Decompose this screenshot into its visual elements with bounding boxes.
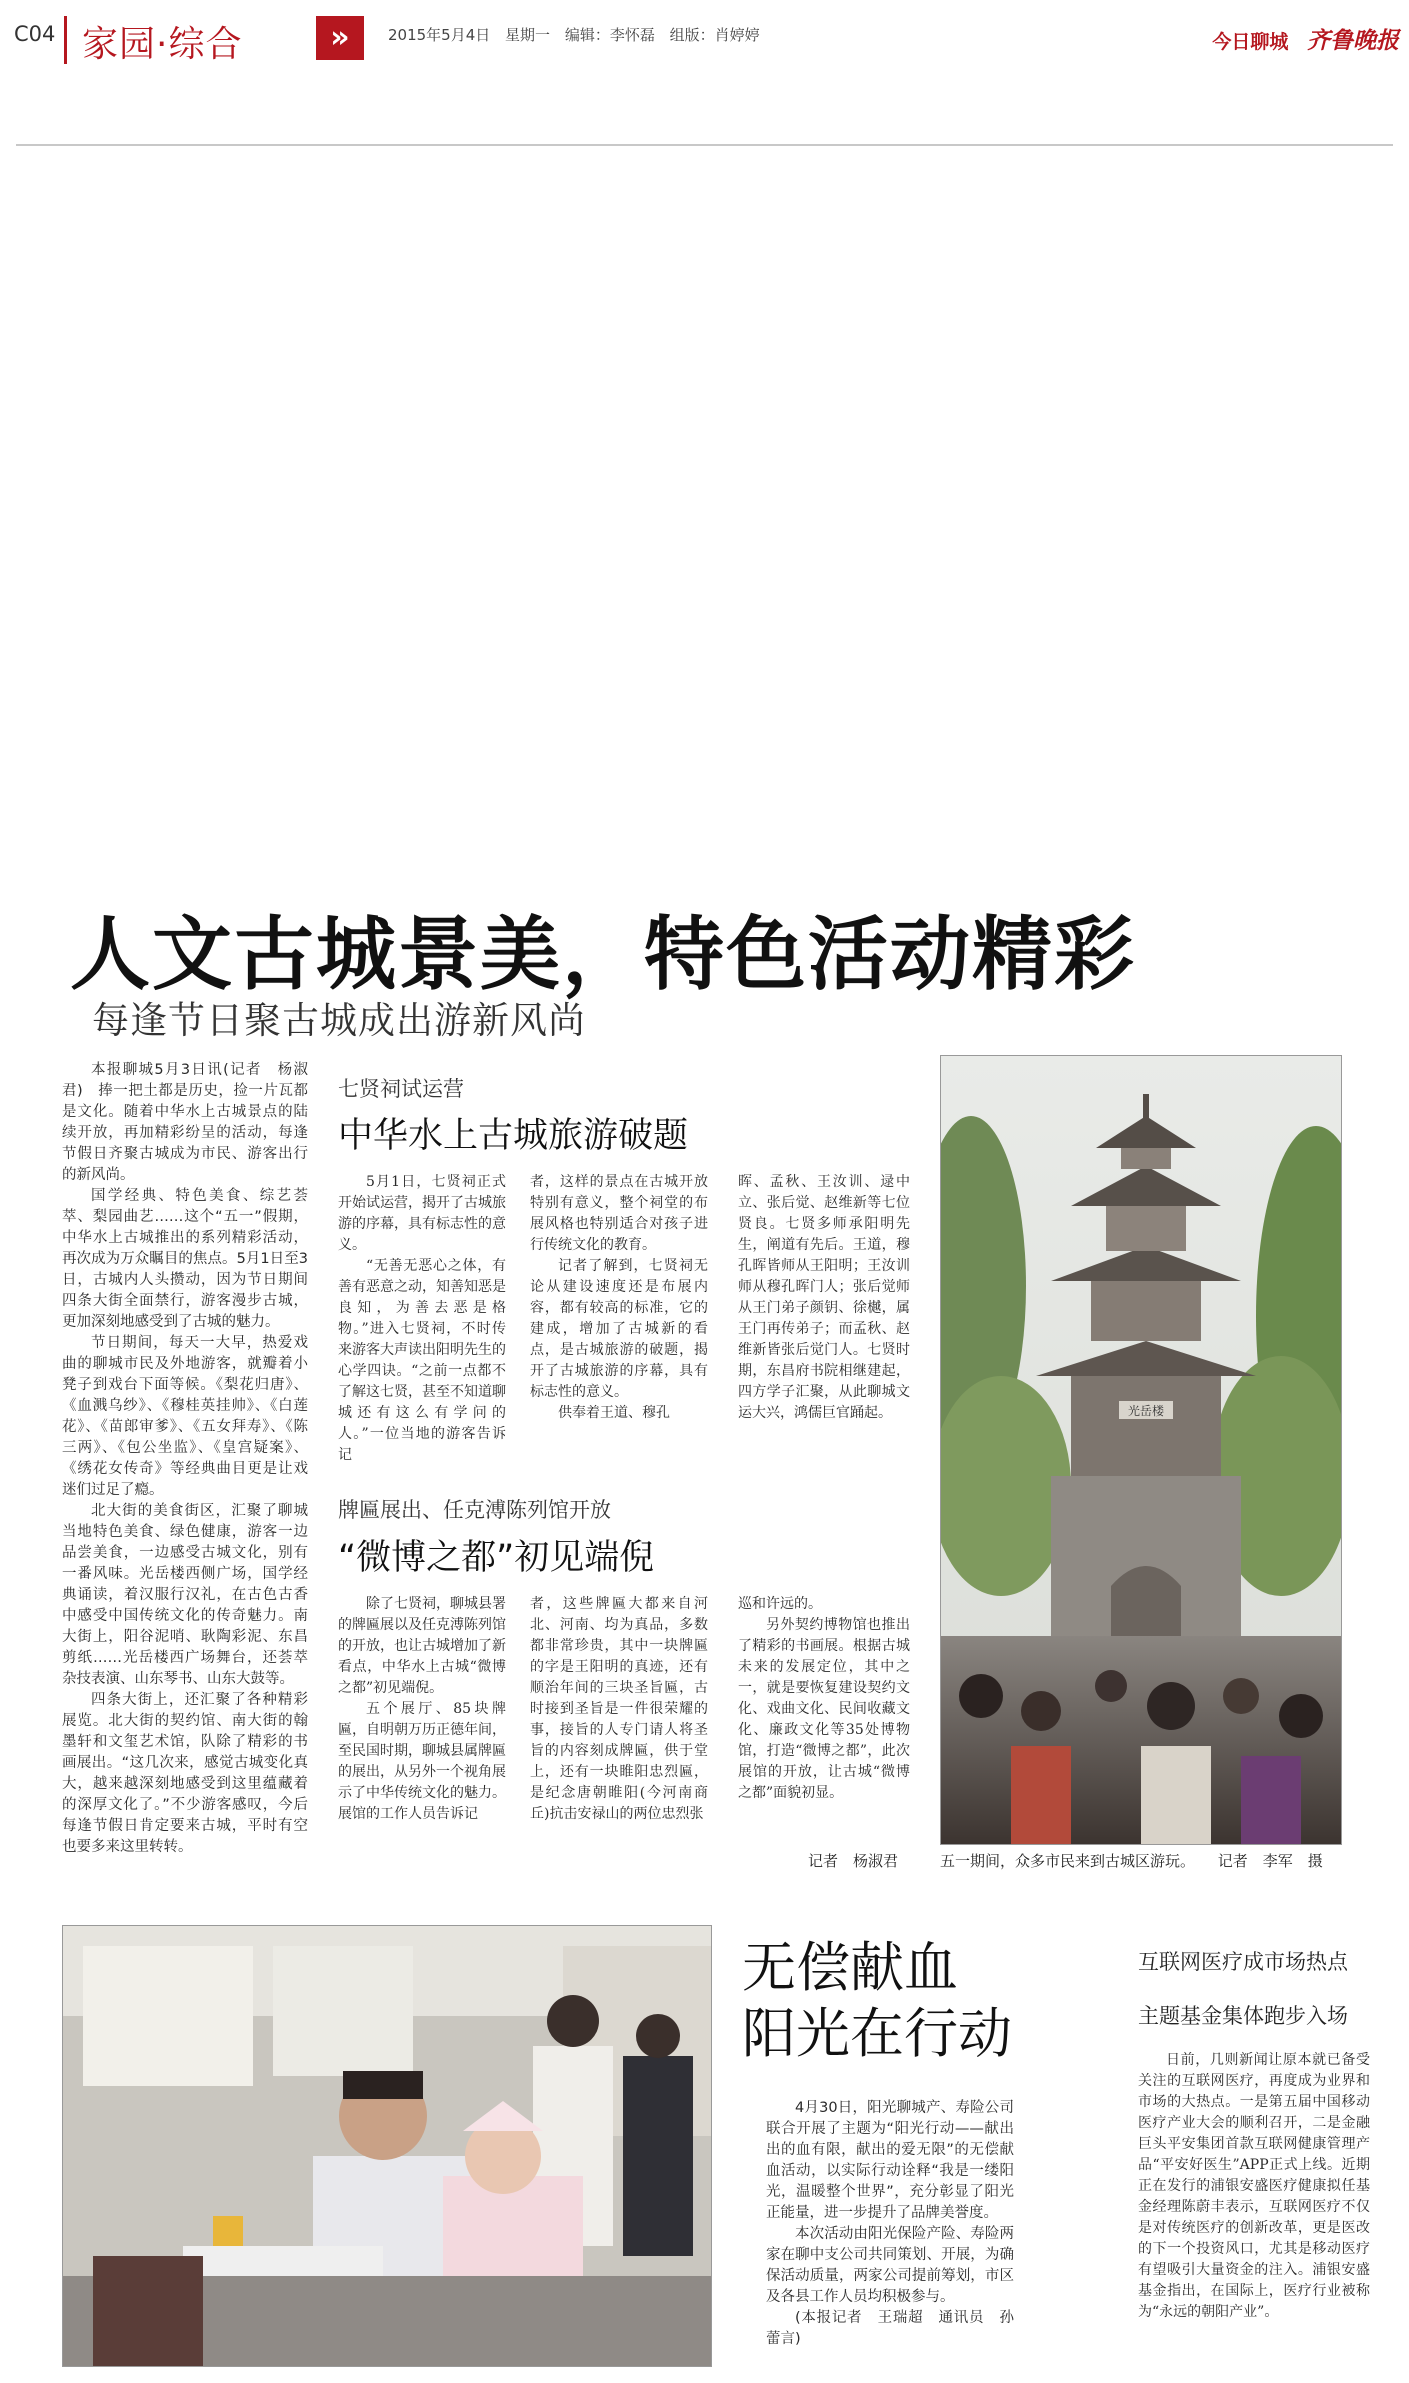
sub1-column-2 xyxy=(530,1172,708,1424)
sub2-kicker: 牌匾展出、任克溥陈列馆开放 xyxy=(338,1498,611,1522)
main-headline: 人文古城景美，特色活动精彩 xyxy=(70,908,1136,1001)
sub1-paragraph: 记者了解到，七贤祠无论从建设速度还是布展内容，都有较高的标准，它的建成，增加了古城新的看点，是古城旅游的破题，揭开了古城旅游的序幕，具有标志性的意义。 xyxy=(530,1258,708,1400)
photo1-caption-text: 五一期间，众多市民来到古城区游玩。 xyxy=(940,1852,1196,1870)
sub2-paragraph: 五个展厅、85块牌匾，自明朝万历正德年间，至民国时期，聊城县属牌匾的展出，从另外一个视角展示了中华传统文化的魅力。展馆的工作人员告诉记 xyxy=(338,1701,506,1822)
sub1-column-3 xyxy=(738,1172,910,1424)
sub1-paragraph: 供奉着王道、穆孔 xyxy=(558,1405,670,1421)
sub2-column-3 xyxy=(738,1594,910,1804)
blood-headline xyxy=(742,1935,1012,2067)
brand-sub: 今日聊城 xyxy=(1212,31,1289,53)
section-title: 家园·综合 xyxy=(82,24,243,65)
sub1-headline: 中华水上古城旅游破题 xyxy=(338,1116,689,1156)
lead-paragraph: 本报聊城5月3日讯(记者 杨淑君) 捧一把土都是历史，捡一片瓦都是文化。随着中华水上古城景点的陆续开放，再加精彩纷呈的活动，每逢节假日齐聚古城成为市民、游客出行的新风尚。 xyxy=(62,1062,308,1183)
photo-gulou-tower xyxy=(940,1055,1342,1845)
tower-crowd-illustration xyxy=(941,1056,1341,1844)
lead-paragraph: 北大街的美食街区，汇聚了聊城当地特色美食、绿色健康，游客一边品尝美食，一边感受古城文化，别有一番风味。光岳楼西侧广场，国学经典诵读，着汉服行汉礼，在古色古香中感受中国传统文化的传奇魅力。南大街上，阳谷泥哨、耿陶彩泥、东昌剪纸……光岳楼西广场舞台，还荟萃杂技表演、山东琴书、山东大鼓等。 xyxy=(62,1503,308,1687)
photo1-caption xyxy=(940,1850,1323,1871)
blood-headline-line-1: 无偿献血 xyxy=(742,1936,958,1999)
blood-donation-illustration xyxy=(63,1926,711,2366)
editor-credit: 编辑：李怀磊 xyxy=(564,26,655,44)
blood-headline-line-2: 阳光在行动 xyxy=(742,2002,1012,2065)
sub2-byline: 记者 杨淑君 xyxy=(808,1852,899,1870)
lead-column xyxy=(62,1060,308,1858)
sub2-paragraph: 巡和许远的。 xyxy=(738,1596,822,1612)
masthead-brand xyxy=(1200,22,1399,55)
sub2-paragraph: 除了七贤祠，聊城县署的牌匾展以及任克溥陈列馆的开放，也让古城增加了新看点，中华水上古城“微博之都”初见端倪。 xyxy=(338,1596,506,1696)
tower-plaque-text: 光岳楼 xyxy=(1127,1404,1165,1418)
sub2-headline: “微博之都”初见端倪 xyxy=(338,1538,655,1578)
sub2-paragraph: 者，这些牌匾大都来自河北、河南、均为真品，多数都非常珍贵，其中一块牌匾的字是王阳明的真迹，还有顺治年间的三块圣旨匾，古时接到圣旨是一件很荣耀的事，接旨的人专门请人将圣旨的内容刻成牌匾，供于堂上，还有一块睢阳忠烈匾，是纪念唐朝睢阳(今河南商丘)抗击安禄山的两位忠烈张 xyxy=(530,1596,708,1822)
photo1-credit: 记者 李军 摄 xyxy=(1217,1852,1323,1870)
blood-paragraph: (本报记者 王瑞超 通讯员 孙蕾言) xyxy=(766,2310,1014,2347)
lead-paragraph: 节日期间，每天一大早，热爱戏曲的聊城市民及外地游客，就瓣着小凳子到戏台下面等候。《梨花归唐》、《血溅乌纱》、《穆桂英挂帅》、《白莲花》、《苗郎审爹》、《五女拜寿》、《陈三两》、《包公坐监》、《皇宫疑案》、《绣花女传奇》等经典曲目更是让戏迷们过足了瘾。 xyxy=(62,1335,308,1498)
page-number: C04 xyxy=(14,22,56,46)
sub1-paragraph: 晖、孟秋、王汝训、逯中立、张后觉、赵维新等七位贤良。七贤多师承阳明先生，阐道有先后。王道，穆孔晖皆师从王阳明；王汝训师从穆孔晖门人；张后觉师从王门弟子颜钥、徐樾，属王门再传弟子；而孟秋、赵维新皆张后觉门人。七贤时期，东昌府书院相继建起，四方学子汇聚，从此聊城文运大兴，鸿儒巨官踊起。 xyxy=(738,1174,910,1421)
fund-body xyxy=(1138,2050,1370,2323)
sub1-paragraph: 者，这样的景点在古城开放特别有意义，整个祠堂的布展风格也特别适合对孩子进行传统文化的教育。 xyxy=(530,1174,708,1253)
sub1-column-1 xyxy=(338,1172,506,1466)
double-chevron-icon: » xyxy=(316,16,364,60)
sub2-column-1 xyxy=(338,1594,506,1825)
header-rule xyxy=(16,144,1393,146)
brand-name: 齐鲁晚报 xyxy=(1307,27,1399,54)
sub1-paragraph: 5月1日，七贤祠正式开始试运营，揭开了古城旅游的序幕，具有标志性的意义。 xyxy=(338,1174,506,1253)
fund-headline-line-2: 主题基金集体跑步入场 xyxy=(1138,2004,1348,2028)
lead-paragraph: 国学经典、特色美食、综艺荟萃、梨园曲艺……这个“五一”假期，中华水上古城推出的系列精彩活动，再次成为万众瞩目的焦点。5月1日至3日，古城内人头攒动，因为节日期间四条大街全面禁行，游客漫步古城，更加深刻地感受到了古城的魅力。 xyxy=(62,1188,308,1330)
sub2-column-2 xyxy=(530,1594,708,1825)
header-divider xyxy=(64,16,67,64)
layout-credit: 组版：肖婷婷 xyxy=(669,26,760,44)
sub2-paragraph: 另外契约博物馆也推出了精彩的书画展。根据古城未来的发展定位，其中之一，就是要恢复建设契约文化、戏曲文化、民间收藏文化、廉政文化等35处博物馆，打造“微博之都”，此次展馆的开放，让古城“微博之都”面貌初显。 xyxy=(738,1617,910,1801)
main-subheadline: 每逢节日聚古城成出游新风尚 xyxy=(92,999,586,1042)
blood-paragraph: 本次活动由阳光保险产险、寿险两家在聊中支公司共同策划、开展，为确保活动质量，两家公司提前筹划，市区及各县工作人员均积极参与。 xyxy=(766,2226,1014,2305)
issue-info xyxy=(388,24,770,45)
sub1-kicker: 七贤祠试运营 xyxy=(338,1077,464,1101)
blood-body xyxy=(766,2098,1014,2350)
issue-date: 2015年5月4日 xyxy=(388,26,491,44)
blood-paragraph: 4月30日，阳光聊城产、寿险公司联合开展了主题为“阳光行动——献出出的血有限，献出的爱无限”的无偿献血活动，以实际行动诠释“我是一缕阳光，温暖整个世界”，充分彰显了阳光正能量，进一步提升了品牌美誉度。 xyxy=(766,2100,1014,2221)
fund-headline xyxy=(1138,1935,1348,2043)
issue-weekday: 星期一 xyxy=(505,26,551,44)
fund-headline-line-1: 互联网医疗成市场热点 xyxy=(1138,1950,1348,1974)
photo-blood-donation xyxy=(62,1925,712,2367)
sub1-paragraph: “无善无恶心之体，有善有恶意之动，知善知恶是良知，为善去恶是格物。”进入七贤祠，不时传来游客大声读出阳明先生的心学四诀。“之前一点都不了解这七贤，甚至不知道聊城还有这么有学问的人。”一位当地的游客告诉记 xyxy=(338,1258,506,1463)
fund-paragraph: 日前，几则新闻让原本就已备受关注的互联网医疗，再度成为业界和市场的大热点。一是第五届中国移动医疗产业大会的顺利召开，二是金融巨头平安集团首款互联网健康管理产品“平安好医生”APP正式上线。近期正在发行的浦银安盛医疗健康拟任基金经理陈蔚丰表示，互联网医疗不仅是对传统医疗的创新改革，更是医改的下一个投资风口，尤其是移动医疗有望吸引大量资金的注入。浦银安盛基金指出，在国际上，医疗行业被称为“永远的朝阳产业”。 xyxy=(1138,2052,1370,2320)
lead-paragraph: 四条大街上，还汇聚了各种精彩展览。北大街的契约馆、南大街的翰墨轩和文玺艺术馆，队除了精彩的书画展出。“这几次来，感觉古城变化真大，越来越深刻地感受到这里蕴藏着的深厚文化了。”不少游客感叹，今后每逢节假日肯定要来古城，平时有空也要多来这里转转。 xyxy=(62,1692,308,1855)
